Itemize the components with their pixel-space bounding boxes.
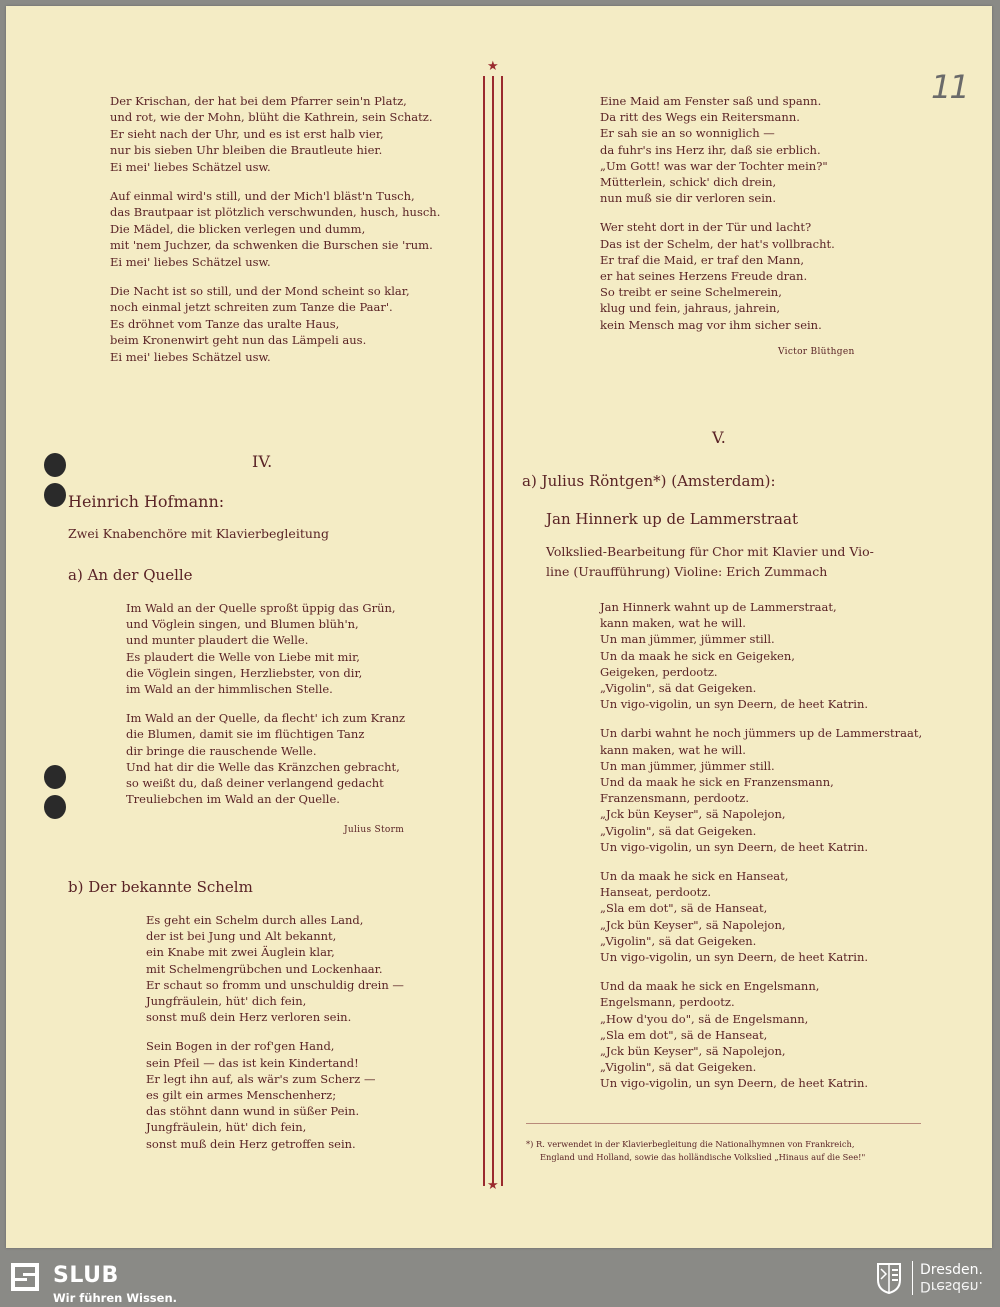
poem-line: noch einmal jetzt schreiten zum Tanze die Paar'. xyxy=(110,300,393,315)
poem-stanza xyxy=(110,93,470,175)
poem-line: so weißt du, daß deiner verlangend gedacht xyxy=(126,776,384,791)
document-page xyxy=(6,6,992,1248)
punch-hole xyxy=(44,765,66,789)
poem-line: beim Kronenwirt geht nun das Lämpeli aus. xyxy=(110,333,367,348)
poem-line: Ei mei' liebes Schätzel usw. xyxy=(110,254,271,269)
poem-line: das Brautpaar ist plötzlich verschwunden, husch, husch. xyxy=(110,205,441,220)
slub-tagline: Wir führen Wissen. xyxy=(53,1291,178,1305)
poem-line: „Jck bün Keyser", sä Napolejon, xyxy=(600,807,786,822)
poem-line: Un darbi wahnt he noch jümmers up de Lammerstraat, xyxy=(600,726,923,741)
poem-line: Er legt ihn auf, als wär's zum Scherz — xyxy=(146,1071,376,1086)
poem-stanza xyxy=(110,283,470,365)
footnote-line: *) R. verwendet in der Klavierbegleitung die Nationalhymnen von Frankreich, xyxy=(526,1139,855,1149)
section-v-composer: a) Julius Röntgen*) (Amsterdam): xyxy=(522,472,776,490)
poem-stanza xyxy=(110,188,470,270)
part-a-title: a) An der Quelle xyxy=(68,566,193,584)
poem-line: sonst muß dein Herz verloren sein. xyxy=(146,1010,352,1025)
poem-line: nur bis sieben Uhr bleiben die Brautleute hier. xyxy=(110,143,383,158)
poem-line: Un da maak he sick en Hanseat, xyxy=(600,869,789,884)
poem-line: dir bringe die rauschende Welle. xyxy=(126,743,317,758)
center-rule-middle xyxy=(492,76,494,1186)
poem-line: „Vigolin", sä dat Geigeken. xyxy=(600,681,757,696)
star-ornament-top: ★ xyxy=(487,59,499,74)
poem-line: Es geht ein Schelm durch alles Land, xyxy=(146,913,364,927)
poem-line: sonst muß dein Herz getroffen sein. xyxy=(146,1136,356,1151)
footnote-line: England und Holland, sowie das holländische Volkslied „Hinaus auf die See!" xyxy=(540,1152,866,1162)
poem-stanza xyxy=(600,725,940,855)
poem-line: Das ist der Schelm, der hat's vollbracht. xyxy=(600,236,835,251)
poem-stanza xyxy=(146,912,476,1025)
slub-name[interactable]: SLUB xyxy=(53,1263,119,1288)
dresden-crest-icon xyxy=(876,1262,902,1294)
poem-line: Un vigo-vigolin, un syn Deern, de heet Katrin. xyxy=(600,839,869,854)
quelle-poem xyxy=(126,600,466,820)
part-b-title: b) Der bekannte Schelm xyxy=(68,878,253,896)
poem-line: Geigeken, perdootz. xyxy=(600,664,718,679)
poem-line: Hanseat, perdootz. xyxy=(600,885,711,900)
dresden-name-mirrored: Dresden. xyxy=(920,1278,983,1294)
poem-line: kann maken, wat he will. xyxy=(600,742,746,757)
poem-line: Er schaut so fromm und unschuldig drein — xyxy=(146,977,404,992)
poem-line: „Jck bün Keyser", sä Napolejon, xyxy=(600,917,786,932)
poem-line: Es plaudert die Welle von Liebe mit mir, xyxy=(126,649,360,664)
poem-line: der ist bei Jung und Alt bekannt, xyxy=(146,929,337,944)
poem-stanza xyxy=(600,868,940,965)
section-v-description-1: Volkslied-Bearbeitung für Chor mit Klavier und Vio- xyxy=(546,544,874,559)
poem-line: kein Mensch mag vor ihm sicher sein. xyxy=(600,317,822,332)
poem-line: Mütterlein, schick' dich drein, xyxy=(600,175,777,190)
right-top-poem xyxy=(600,93,930,346)
poem-line: Er sah sie an so wonniglich — xyxy=(600,126,775,141)
poem-line: das stöhnt dann wund in süßer Pein. xyxy=(146,1104,360,1119)
poem-line: Un man jümmer, jümmer still. xyxy=(600,758,775,773)
poem-line: Und hat dir die Welle das Kränzchen gebracht, xyxy=(126,759,400,774)
dresden-name[interactable]: Dresden. xyxy=(920,1262,983,1278)
poem-line: „Vigolin", sä dat Geigeken. xyxy=(600,933,757,948)
poem-line: „Jck bün Keyser", sä Napolejon, xyxy=(600,1044,786,1059)
footnote-divider xyxy=(526,1123,921,1124)
footer-divider xyxy=(912,1261,913,1295)
poem-line: Ei mei' liebes Schätzel usw. xyxy=(110,159,271,174)
poem-line: Da ritt des Wegs ein Reitersmann. xyxy=(600,110,800,125)
poem-line: sein Pfeil — das ist kein Kindertand! xyxy=(146,1055,359,1070)
poem-line: Im Wald an der Quelle sproßt üppig das Grün, xyxy=(126,601,396,615)
poem-line: Er traf die Maid, er traf den Mann, xyxy=(600,252,805,267)
poem-line: „Um Gott! was war der Tochter mein?" xyxy=(600,158,828,173)
poem-line: Der Krischan, der hat bei dem Pfarrer sein'n Platz, xyxy=(110,94,407,108)
poem-line: klug und fein, jahraus, jahrein, xyxy=(600,301,781,316)
punch-hole xyxy=(44,453,66,477)
poem-line: Auf einmal wird's still, und der Mich'l bläst'n Tusch, xyxy=(110,189,415,204)
slub-logo-icon xyxy=(11,1263,39,1291)
poem-line: die Blumen, damit sie im flüchtigen Tanz xyxy=(126,727,365,742)
poem-line: Jungfräulein, hüt' dich fein, xyxy=(146,1120,307,1135)
poem-line: Ei mei' liebes Schätzel usw. xyxy=(110,349,271,364)
poem-line: „Vigolin", sä dat Geigeken. xyxy=(600,1060,757,1075)
poem-line: Sein Bogen in der rof'gen Hand, xyxy=(146,1039,335,1054)
punch-hole xyxy=(44,795,66,819)
poem-line: Im Wald an der Quelle, da flecht' ich zum Kranz xyxy=(126,711,406,726)
poem-stanza xyxy=(600,219,930,332)
schelm-poem xyxy=(146,912,476,1165)
poem-line: Und da maak he sick en Franzensmann, xyxy=(600,775,834,790)
section-v-work-title: Jan Hinnerk up de Lammerstraat xyxy=(546,510,798,528)
poem-line: „How d'you do", sä de Engelsmann, xyxy=(600,1011,809,1026)
section-iv-subtitle: Zwei Knabenchöre mit Klavierbegleitung xyxy=(68,526,329,541)
section-v-description-2: line (Uraufführung) Violine: Erich Zummach xyxy=(546,564,828,579)
center-rule-left xyxy=(483,76,485,1186)
poem-line: Un da maak he sick en Geigeken, xyxy=(600,648,795,663)
poem-line: „Vigolin", sä dat Geigeken. xyxy=(600,823,757,838)
poem-line: ein Knabe mit zwei Äuglein klar, xyxy=(146,945,335,960)
poem-line: Die Mädel, die blicken verlegen und dumm, xyxy=(110,221,366,236)
footnote xyxy=(526,1138,926,1164)
poem-line: Jungfräulein, hüt' dich fein, xyxy=(146,994,307,1009)
poem-line: Die Nacht ist so still, und der Mond scheint so klar, xyxy=(110,284,410,299)
poem-stanza xyxy=(146,1038,476,1151)
poem-stanza xyxy=(126,600,466,697)
poem-line: „Sla em dot", sä de Hanseat, xyxy=(600,1027,768,1042)
center-rule-right xyxy=(501,76,503,1186)
poem-line: da fuhr's ins Herz ihr, daß sie erblich. xyxy=(600,142,821,157)
left-top-poem xyxy=(110,93,470,378)
poem-line: Und da maak he sick en Engelsmann, xyxy=(600,979,820,994)
poem-line: es gilt ein armes Menschenherz; xyxy=(146,1088,337,1103)
poem-line: Es dröhnet vom Tanze das uralte Haus, xyxy=(110,316,340,331)
poem-line: im Wald an der himmlischen Stelle. xyxy=(126,682,333,697)
poem-line: mit 'nem Juchzer, da schwenken die Burschen sie 'rum. xyxy=(110,238,433,253)
poem-stanza xyxy=(600,93,930,206)
poem-stanza xyxy=(600,599,940,712)
poem-line: Un vigo-vigolin, un syn Deern, de heet Katrin. xyxy=(600,950,869,965)
poem-line: Jan Hinnerk wahnt up de Lammerstraat, xyxy=(600,600,837,614)
poem-line: So treibt er seine Schelmerein, xyxy=(600,285,782,300)
poem-line: und Vöglein singen, und Blumen blüh'n, xyxy=(126,617,359,632)
poem-line: Er sieht nach der Uhr, und es ist erst halb vier, xyxy=(110,126,384,141)
section-iv-composer: Heinrich Hofmann: xyxy=(68,492,225,511)
poem-line: die Vöglein singen, Herzliebster, von dir, xyxy=(126,665,363,680)
poem-line: Engelsmann, perdootz. xyxy=(600,995,735,1010)
poem-line: und munter plaudert die Welle. xyxy=(126,633,309,648)
poem-line: kann maken, wat he will. xyxy=(600,616,746,631)
section-iv-numeral: IV. xyxy=(252,452,273,471)
section-v-numeral: V. xyxy=(712,428,726,447)
author-credit-storm: Julius Storm xyxy=(344,825,405,835)
poem-line: Eine Maid am Fenster saß und spann. xyxy=(600,94,822,108)
poem-line: Un vigo-vigolin, un syn Deern, de heet Katrin. xyxy=(600,697,869,712)
poem-line: nun muß sie dir verloren sein. xyxy=(600,191,776,206)
punch-hole xyxy=(44,483,66,507)
poem-line: Treuliebchen im Wald an der Quelle. xyxy=(126,792,340,807)
page-number: 11 xyxy=(931,68,968,106)
poem-line: mit Schelmengrübchen und Lockenhaar. xyxy=(146,961,383,976)
poem-line: und rot, wie der Mohn, blüht die Kathrein, sein Schatz. xyxy=(110,110,433,125)
poem-stanza xyxy=(600,978,940,1091)
poem-line: „Sla em dot", sä de Hanseat, xyxy=(600,901,768,916)
poem-line: er hat seines Herzens Freude dran. xyxy=(600,269,808,284)
poem-line: Un man jümmer, jümmer still. xyxy=(600,632,775,647)
jan-hinnerk-lyrics xyxy=(600,599,940,1105)
poem-line: Franzensmann, perdootz. xyxy=(600,791,750,806)
poem-line: Wer steht dort in der Tür und lacht? xyxy=(600,220,812,235)
star-ornament-bottom: ★ xyxy=(487,1178,499,1193)
author-credit-bluethgen: Victor Blüthgen xyxy=(778,347,855,357)
poem-line: Un vigo-vigolin, un syn Deern, de heet Katrin. xyxy=(600,1076,869,1091)
poem-stanza xyxy=(126,710,466,807)
